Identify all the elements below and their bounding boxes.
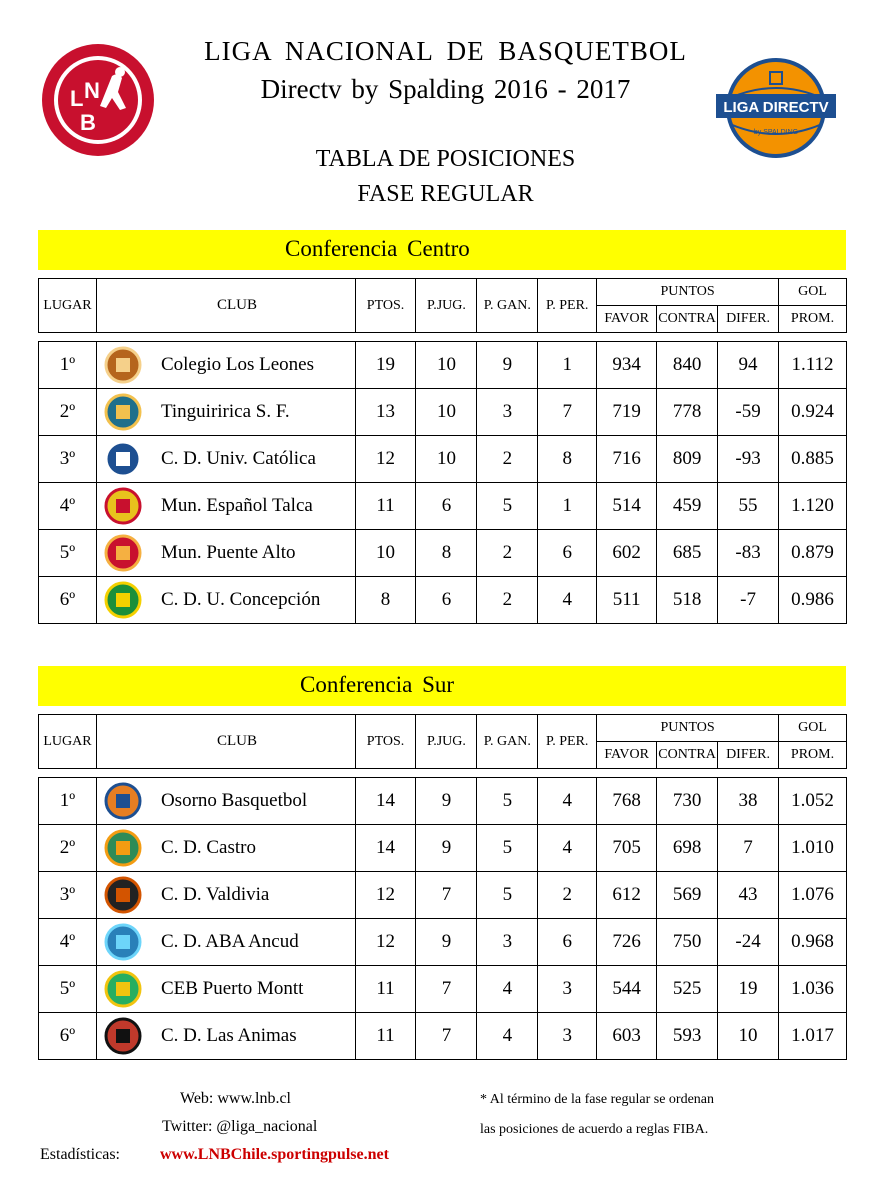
- svg-text:B: B: [80, 110, 96, 135]
- col-club: CLUB: [96, 279, 355, 333]
- table-row: [39, 389, 847, 436]
- cell-difer: -24: [718, 919, 779, 966]
- club-cell: [96, 389, 355, 436]
- cell-pjug: 9: [416, 919, 477, 966]
- cell-prom: 1.017: [779, 1013, 847, 1060]
- table-row: [39, 530, 847, 577]
- cell-pjug: 7: [416, 966, 477, 1013]
- cell-pjug: 10: [416, 436, 477, 483]
- cell-contra: 593: [657, 1013, 718, 1060]
- cell-pper: 1: [538, 342, 597, 389]
- cell-lugar: 3º: [39, 872, 97, 919]
- svg-text:by SPALDING: by SPALDING: [753, 129, 799, 136]
- cell-pgan: 5: [477, 483, 538, 530]
- cell-pper: 8: [538, 436, 597, 483]
- col-favor: FAVOR: [597, 742, 657, 769]
- cell-difer: -93: [718, 436, 779, 483]
- conference-centro-bar: [38, 230, 846, 270]
- cell-difer: -59: [718, 389, 779, 436]
- cell-favor: 726: [597, 919, 657, 966]
- col-contra: CONTRA: [657, 742, 718, 769]
- cell-pgan: 9: [477, 342, 538, 389]
- udec-logo: [101, 580, 145, 620]
- cell-favor: 768: [597, 778, 657, 825]
- club-cell: [96, 919, 355, 966]
- cell-lugar: 4º: [39, 919, 97, 966]
- club-name: Colegio Los Leones: [160, 354, 314, 375]
- table-row: [39, 825, 847, 872]
- cell-pjug: 10: [416, 389, 477, 436]
- cell-pper: 1: [538, 483, 597, 530]
- club-cell: [96, 577, 355, 624]
- cell-contra: 518: [657, 577, 718, 624]
- col-difer: DIFER.: [718, 306, 779, 333]
- col-pper: P. PER.: [538, 715, 597, 769]
- footer-note-line1: * Al término de la fase regular se ordenan: [480, 1092, 715, 1107]
- cell-difer: 43: [718, 872, 779, 919]
- club-cell: [96, 342, 355, 389]
- col-pjug: P.JUG.: [416, 715, 477, 769]
- club-cell: [96, 1013, 355, 1060]
- cell-pper: 6: [538, 919, 597, 966]
- cell-pgan: 3: [477, 919, 538, 966]
- cell-ptos: 10: [355, 530, 416, 577]
- cell-ptos: 11: [355, 1013, 416, 1060]
- cell-lugar: 2º: [39, 825, 97, 872]
- col-gol: GOL: [779, 715, 847, 742]
- footer-twitter: Twitter: @liga_nacional: [162, 1118, 318, 1135]
- club-name: CEB Puerto Montt: [160, 978, 304, 999]
- cell-favor: 719: [597, 389, 657, 436]
- cell-prom: 1.076: [779, 872, 847, 919]
- col-prom: PROM.: [779, 742, 847, 769]
- col-pgan: P. GAN.: [477, 279, 538, 333]
- cell-favor: 511: [597, 577, 657, 624]
- cell-ptos: 11: [355, 483, 416, 530]
- cell-contra: 809: [657, 436, 718, 483]
- footer-note-line2: las posiciones de acuerdo a reglas FIBA.: [480, 1122, 709, 1137]
- cell-contra: 569: [657, 872, 718, 919]
- col-difer: DIFER.: [718, 742, 779, 769]
- cell-lugar: 1º: [39, 342, 97, 389]
- cell-pgan: 3: [477, 389, 538, 436]
- cell-pjug: 9: [416, 778, 477, 825]
- liga-directv-logo: [716, 58, 836, 158]
- table-row: [39, 778, 847, 825]
- cell-lugar: 4º: [39, 483, 97, 530]
- cell-difer: 94: [718, 342, 779, 389]
- valdivia-logo: [101, 875, 145, 915]
- club-name: Osorno Basquetbol: [160, 790, 308, 811]
- table-row: [39, 577, 847, 624]
- cell-prom: 1.112: [779, 342, 847, 389]
- cell-pper: 7: [538, 389, 597, 436]
- cell-pper: 6: [538, 530, 597, 577]
- club-name: Tinguiririca S. F.: [160, 401, 290, 422]
- col-favor: FAVOR: [597, 306, 657, 333]
- table-row: [39, 483, 847, 530]
- cell-pjug: 6: [416, 577, 477, 624]
- cell-difer: 10: [718, 1013, 779, 1060]
- col-club: CLUB: [96, 715, 355, 769]
- cell-ptos: 12: [355, 919, 416, 966]
- table-row: [39, 1013, 847, 1060]
- club-cell: [96, 530, 355, 577]
- col-gol: GOL: [779, 279, 847, 306]
- phase-title: FASE REGULAR: [357, 181, 534, 207]
- cell-favor: 612: [597, 872, 657, 919]
- cell-ptos: 13: [355, 389, 416, 436]
- table-title: TABLA DE POSICIONES: [315, 146, 576, 172]
- puerto-montt-logo: [101, 969, 145, 1009]
- cell-difer: 7: [718, 825, 779, 872]
- cell-favor: 603: [597, 1013, 657, 1060]
- col-pper: P. PER.: [538, 279, 597, 333]
- club-cell: [96, 872, 355, 919]
- osorno-logo: [101, 781, 145, 821]
- league-title: LIGA NACIONAL DE BASQUETBOL: [204, 36, 687, 66]
- cell-contra: 840: [657, 342, 718, 389]
- cell-pjug: 8: [416, 530, 477, 577]
- cell-prom: 0.885: [779, 436, 847, 483]
- col-lugar: LUGAR: [39, 279, 97, 333]
- tinguiririca-logo: [101, 392, 145, 432]
- cell-prom: 1.052: [779, 778, 847, 825]
- club-name: C. D. Las Animas: [160, 1025, 297, 1046]
- svg-text:LIGA DIRECTV: LIGA DIRECTV: [723, 99, 829, 116]
- cell-contra: 698: [657, 825, 718, 872]
- conference-name: Conferencia Centro: [285, 236, 470, 261]
- col-ptos: PTOS.: [355, 715, 416, 769]
- footer-web: Web: www.lnb.cl: [180, 1090, 291, 1107]
- cell-pgan: 4: [477, 966, 538, 1013]
- cell-pgan: 2: [477, 577, 538, 624]
- cell-prom: 0.986: [779, 577, 847, 624]
- cell-pper: 4: [538, 825, 597, 872]
- cell-pper: 3: [538, 966, 597, 1013]
- cell-ptos: 14: [355, 778, 416, 825]
- leones-logo: [101, 345, 145, 385]
- cell-pjug: 10: [416, 342, 477, 389]
- conference-name: Conferencia Sur: [300, 672, 455, 697]
- cell-ptos: 12: [355, 872, 416, 919]
- cell-prom: 1.010: [779, 825, 847, 872]
- season-title: Directv by Spalding 2016 - 2017: [260, 74, 631, 104]
- col-puntos: PUNTOS: [597, 715, 779, 742]
- cell-favor: 514: [597, 483, 657, 530]
- club-name: C. D. U. Concepción: [160, 589, 321, 610]
- footer-stats-link[interactable]: www.LNBChile.sportingpulse.net: [160, 1146, 389, 1163]
- club-name: C. D. Valdivia: [160, 884, 270, 905]
- castro-logo: [101, 828, 145, 868]
- col-prom: PROM.: [779, 306, 847, 333]
- club-name: Mun. Español Talca: [160, 495, 313, 516]
- cell-difer: -7: [718, 577, 779, 624]
- cell-ptos: 19: [355, 342, 416, 389]
- cell-pper: 4: [538, 778, 597, 825]
- cell-pjug: 6: [416, 483, 477, 530]
- cell-pgan: 4: [477, 1013, 538, 1060]
- conference-sur-bar: [38, 666, 846, 706]
- cell-lugar: 6º: [39, 577, 97, 624]
- cell-pjug: 9: [416, 825, 477, 872]
- cell-ptos: 12: [355, 436, 416, 483]
- cell-contra: 778: [657, 389, 718, 436]
- cell-lugar: 1º: [39, 778, 97, 825]
- cell-pgan: 5: [477, 825, 538, 872]
- cell-favor: 602: [597, 530, 657, 577]
- cell-favor: 705: [597, 825, 657, 872]
- club-cell: [96, 483, 355, 530]
- col-contra: CONTRA: [657, 306, 718, 333]
- cell-pjug: 7: [416, 872, 477, 919]
- cell-difer: 55: [718, 483, 779, 530]
- col-lugar: LUGAR: [39, 715, 97, 769]
- cell-prom: 0.879: [779, 530, 847, 577]
- cell-pper: 2: [538, 872, 597, 919]
- club-cell: [96, 966, 355, 1013]
- puente-alto-logo: [101, 533, 145, 573]
- col-puntos: PUNTOS: [597, 279, 779, 306]
- club-name: C. D. Univ. Católica: [160, 448, 316, 469]
- catolica-logo: [101, 439, 145, 479]
- club-cell: [96, 778, 355, 825]
- standings-table-centro: [38, 278, 847, 624]
- cell-prom: 0.968: [779, 919, 847, 966]
- cell-difer: 19: [718, 966, 779, 1013]
- club-name: C. D. ABA Ancud: [160, 931, 299, 952]
- ancud-logo: [101, 922, 145, 962]
- cell-difer: 38: [718, 778, 779, 825]
- cell-contra: 685: [657, 530, 718, 577]
- cell-prom: 1.120: [779, 483, 847, 530]
- cell-ptos: 11: [355, 966, 416, 1013]
- cell-difer: -83: [718, 530, 779, 577]
- table-row: [39, 872, 847, 919]
- cell-pgan: 2: [477, 436, 538, 483]
- svg-text:L: L: [70, 86, 84, 111]
- club-cell: [96, 825, 355, 872]
- table-row: [39, 436, 847, 483]
- cell-favor: 716: [597, 436, 657, 483]
- cell-lugar: 5º: [39, 530, 97, 577]
- col-ptos: PTOS.: [355, 279, 416, 333]
- cell-contra: 459: [657, 483, 718, 530]
- cell-favor: 934: [597, 342, 657, 389]
- cell-pgan: 5: [477, 872, 538, 919]
- cell-lugar: 6º: [39, 1013, 97, 1060]
- cell-prom: 1.036: [779, 966, 847, 1013]
- cell-pjug: 7: [416, 1013, 477, 1060]
- col-pgan: P. GAN.: [477, 715, 538, 769]
- las-animas-logo: [101, 1016, 145, 1056]
- cell-pgan: 2: [477, 530, 538, 577]
- cell-pper: 3: [538, 1013, 597, 1060]
- cell-lugar: 3º: [39, 436, 97, 483]
- cell-prom: 0.924: [779, 389, 847, 436]
- cell-contra: 730: [657, 778, 718, 825]
- talca-logo: [101, 486, 145, 526]
- footer-stats-label: Estadísticas:: [40, 1146, 120, 1163]
- col-pjug: P.JUG.: [416, 279, 477, 333]
- cell-ptos: 8: [355, 577, 416, 624]
- cell-favor: 544: [597, 966, 657, 1013]
- table-row: [39, 342, 847, 389]
- cell-lugar: 5º: [39, 966, 97, 1013]
- cell-ptos: 14: [355, 825, 416, 872]
- cell-pgan: 5: [477, 778, 538, 825]
- cell-pper: 4: [538, 577, 597, 624]
- standings-table-sur: [38, 714, 847, 1060]
- table-row: [39, 966, 847, 1013]
- cell-contra: 750: [657, 919, 718, 966]
- svg-text:N: N: [84, 78, 100, 103]
- table-row: [39, 919, 847, 966]
- club-cell: [96, 436, 355, 483]
- club-name: Mun. Puente Alto: [160, 542, 296, 563]
- cell-contra: 525: [657, 966, 718, 1013]
- cell-lugar: 2º: [39, 389, 97, 436]
- club-name: C. D. Castro: [160, 837, 256, 858]
